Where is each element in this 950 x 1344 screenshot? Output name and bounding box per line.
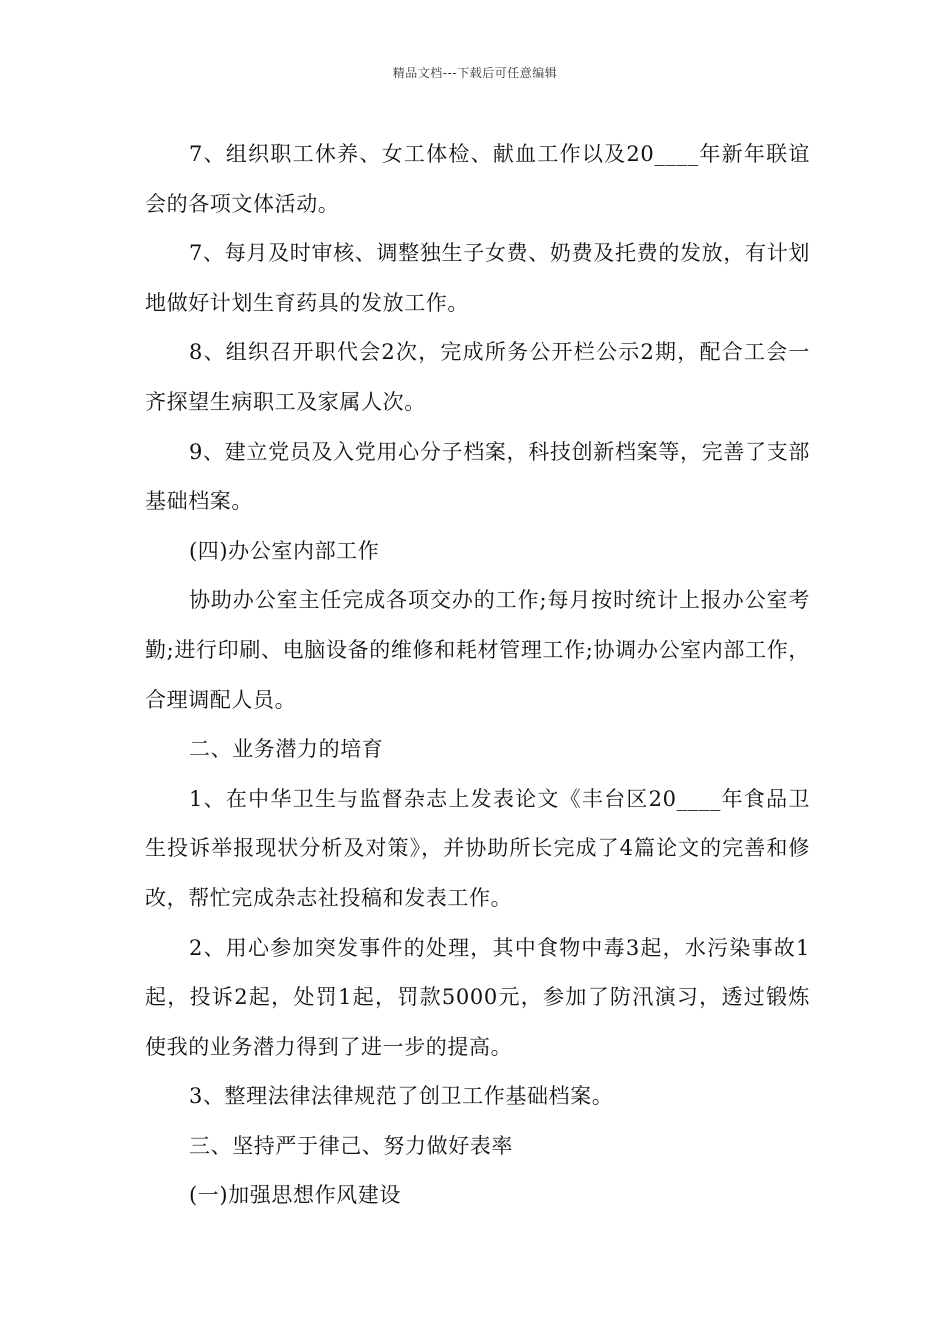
paragraph-1: 7、组织职工休养、女工体检、献血工作以及20____年新年联谊会的各项文体活动。: [145, 142, 810, 216]
paragraph-8: 3、整理法律法律规范了创卫工作基础档案。: [189, 1084, 614, 1109]
paragraph-7: 2、用心参加突发事件的处理，其中食物中毒3起，水污染事故1起，投诉2起，处罚1起，罚款5000元，参加了防汛演习，透过锻炼使我的业务潜力得到了进一步的提高。: [145, 935, 810, 1059]
paragraph-5: 协助办公室主任完成各项交办的工作;每月按时统计上报办公室考勤;进行印刷、电脑设备的维修和耗材管理工作;协调办公室内部工作，合理调配人员。: [145, 588, 810, 712]
paragraph-4: 9、建立党员及入党用心分子档案，科技创新档案等，完善了支部基础档案。: [145, 439, 810, 514]
section-heading-office: (四)办公室内部工作: [189, 538, 380, 563]
paragraph-6: 1、在中华卫生与监督杂志上发表论文《丰台区20____年食品卫生投诉举报现状分析及对策》，并协助所长完成了4篇论文的完善和修改，帮忙完成杂志社投稿和发表工作。: [145, 786, 810, 910]
paragraph-3: 8、组织召开职代会2次，完成所务公开栏公示2期，配合工会一齐探望生病职工及家属人次。: [145, 340, 810, 414]
page-header: 精品文档---下载后可任意编辑: [392, 66, 558, 80]
section-heading-business: 二、业务潜力的培育: [189, 737, 384, 762]
section-heading-discipline: 三、坚持严于律己、努力做好表率: [189, 1133, 513, 1158]
document-body: [145, 130, 810, 1221]
subsection-heading-thought: (一)加强思想作风建设: [189, 1183, 401, 1208]
paragraph-2: 7、每月及时审核、调整独生子女费、奶费及托费的发放，有计划地做好计划生育药具的发放工作。: [145, 241, 810, 315]
